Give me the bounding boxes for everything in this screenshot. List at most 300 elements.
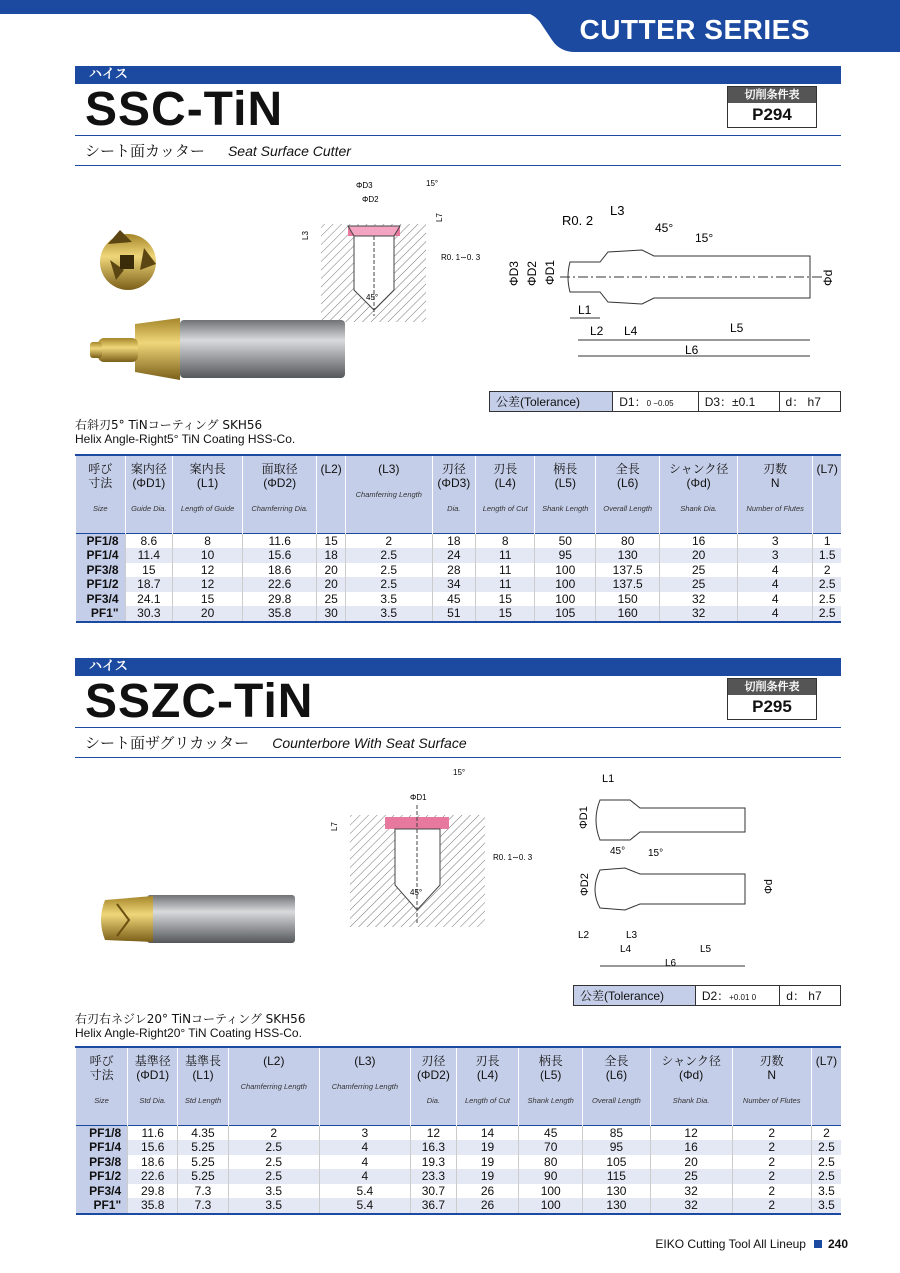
spec-sszc	[75, 1012, 305, 1040]
sszc-dimension-drawing	[570, 770, 780, 979]
table-cell: 2.5	[813, 577, 841, 592]
column-header	[228, 1047, 319, 1125]
table-cell: 25	[660, 577, 738, 592]
table-cell: 2.5	[228, 1155, 319, 1170]
table-cell: 24	[432, 548, 476, 563]
table-cell: 15	[317, 533, 346, 548]
table-cell: 2	[346, 533, 433, 548]
footer-text: EIKO Cutting Tool All Lineup	[655, 1237, 806, 1251]
table-cell: 3.5	[228, 1184, 319, 1199]
column-header-jp: 刃径 (ΦD3)	[437, 462, 471, 490]
sszc-section-diagram	[325, 765, 545, 934]
table-cell: 19	[456, 1155, 518, 1170]
column-header-jp: 面取径 (ΦD2)	[261, 462, 298, 490]
column-header-jp: 刃径 (ΦD2)	[416, 1054, 450, 1082]
d-label-d: Φd	[763, 879, 775, 894]
column-header	[476, 455, 535, 533]
angle15-label-c: 15°	[453, 768, 466, 777]
table-cell: 30	[317, 606, 346, 622]
table-cell: 11.4	[125, 548, 173, 563]
table-cell: 26	[456, 1198, 518, 1214]
tolerance-table-sszc	[573, 985, 841, 1006]
tolerance-label: 公差(Tolerance)	[574, 986, 696, 1006]
table-cell: 2	[732, 1198, 811, 1214]
table-cell: 35.8	[243, 606, 317, 622]
title-row	[75, 84, 841, 136]
table-cell: 12	[650, 1125, 732, 1140]
column-header	[811, 1047, 841, 1125]
table-cell: 2.5	[346, 563, 433, 578]
spec-en: Helix Angle-Right20° TiN Coating HSS-Co.	[75, 1026, 302, 1040]
l7-label: L7	[435, 213, 444, 222]
table-cell: 35.8	[128, 1198, 178, 1214]
table-cell: 4	[319, 1169, 410, 1184]
column-header-en: Size	[92, 504, 108, 513]
table-cell: 32	[650, 1198, 732, 1214]
column-header-jp: 案内長 (L1)	[189, 462, 226, 490]
table-cell: 2	[811, 1125, 841, 1140]
product-title: SSZC-TiN	[85, 675, 314, 728]
table-cell: 32	[660, 606, 738, 622]
column-header-en: Shank Length	[542, 504, 589, 513]
d2-label: ΦD2	[362, 195, 379, 204]
table-cell: 15	[125, 563, 173, 578]
column-header-en: Guide Dia.	[131, 504, 167, 513]
l3-label-b: L3	[610, 203, 625, 218]
d1-label-c: ΦD1	[410, 793, 427, 802]
product-section-ssc	[75, 66, 841, 166]
column-header-jp: (L3)	[378, 462, 400, 476]
page-footer	[655, 1237, 848, 1251]
column-header	[535, 455, 596, 533]
column-header-en: Shank Length	[527, 1096, 574, 1105]
table-row	[76, 1155, 842, 1170]
table-cell: 32	[650, 1184, 732, 1199]
sszc-size-table	[75, 1046, 841, 1215]
size-cell: PF3/8	[76, 563, 126, 578]
table-cell: 90	[519, 1169, 583, 1184]
table-cell: 22.6	[128, 1169, 178, 1184]
column-header-jp: 刃数 N	[759, 1054, 784, 1082]
angle45-label-c: 45°	[410, 888, 423, 897]
column-header-en: Dia.	[426, 1096, 441, 1105]
table-cell: 3.5	[811, 1198, 841, 1214]
column-header-jp: 基準径 (ΦD1)	[134, 1054, 171, 1082]
table-row	[76, 1198, 842, 1214]
column-header	[583, 1047, 650, 1125]
column-header	[738, 455, 813, 533]
table-cell: 34	[432, 577, 476, 592]
column-header	[128, 1047, 178, 1125]
column-header	[519, 1047, 583, 1125]
table-cell: 2	[732, 1125, 811, 1140]
sszc-cutter-photo	[95, 890, 300, 954]
d1-label-d: ΦD1	[578, 806, 590, 829]
table-cell: 7.3	[178, 1184, 228, 1199]
column-header	[346, 455, 433, 533]
column-header-en: Chamferring Length	[240, 1082, 307, 1091]
table-cell: 3.5	[346, 606, 433, 622]
size-cell: PF3/8	[76, 1155, 128, 1170]
column-header	[410, 1047, 456, 1125]
column-header-en: Length of Cut	[482, 504, 528, 513]
subtitle-en: Seat Surface Cutter	[227, 143, 351, 159]
category-bar: ハイス	[75, 66, 841, 84]
table-row	[76, 563, 842, 578]
table-row	[76, 1125, 842, 1140]
table-cell: 16	[650, 1140, 732, 1155]
d2-label-b: ΦD2	[525, 261, 539, 286]
category-bar: ハイス	[75, 658, 841, 676]
table-cell: 2.5	[346, 548, 433, 563]
table-cell: 105	[583, 1155, 650, 1170]
column-header	[813, 455, 841, 533]
table-cell: 45	[519, 1125, 583, 1140]
table-cell: 2	[732, 1155, 811, 1170]
column-header-en: Std Length	[184, 1096, 222, 1105]
table-cell: 5.25	[178, 1169, 228, 1184]
table-cell: 4	[319, 1140, 410, 1155]
column-header-en: Length of Cut	[464, 1096, 511, 1105]
table-cell: 115	[583, 1169, 650, 1184]
title-row	[75, 676, 841, 728]
table-cell: 11.6	[128, 1125, 178, 1140]
d3-label: ΦD3	[356, 181, 373, 190]
column-header-jp: (L2)	[263, 1054, 285, 1068]
column-header	[76, 455, 126, 533]
table-cell: 100	[535, 577, 596, 592]
tolerance-d: d： h7	[780, 986, 841, 1006]
table-cell: 12	[173, 563, 243, 578]
column-header-en: Number of Flutes	[742, 1096, 801, 1105]
table-cell: 19.3	[410, 1155, 456, 1170]
table-cell: 11	[476, 548, 535, 563]
spec-jp: 右刃右ネジレ20° TiNコーティング SKH56	[75, 1012, 306, 1026]
table-cell: 2.5	[811, 1155, 841, 1170]
ref-label: 切削条件表	[728, 87, 816, 103]
table-cell: 150	[596, 592, 660, 607]
column-header	[178, 1047, 228, 1125]
column-header-en: Dia.	[447, 504, 461, 513]
table-cell: 29.8	[128, 1184, 178, 1199]
product-title: SSC-TiN	[85, 83, 284, 136]
table-cell: 20	[173, 606, 243, 622]
size-cell: PF3/4	[76, 1184, 128, 1199]
l7-label-c: L7	[330, 822, 339, 831]
l2-label-b: L2	[590, 324, 604, 338]
l1-label-c: L1	[602, 773, 615, 785]
radius-label-c: R0. 1∼0. 3	[493, 853, 533, 862]
table-cell: 137.5	[596, 577, 660, 592]
column-header-en: Chamferring Dia.	[251, 504, 309, 513]
table-cell: 95	[583, 1140, 650, 1155]
table-cell: 2.5	[228, 1169, 319, 1184]
d2-label-d: ΦD2	[579, 873, 591, 896]
table-cell: 26	[456, 1184, 518, 1199]
table-cell: 11.6	[243, 533, 317, 548]
spec-ssc	[75, 418, 295, 446]
table-cell: 1.5	[813, 548, 841, 563]
table-cell: 160	[596, 606, 660, 622]
page-number: 240	[827, 1237, 848, 1251]
table-cell: 18	[317, 548, 346, 563]
ref-page: P294	[752, 105, 792, 124]
table-cell: 15	[476, 606, 535, 622]
l3-label-d: L3	[626, 930, 638, 941]
table-cell: 2.5	[346, 577, 433, 592]
column-header-jp: (L3)	[354, 1054, 376, 1068]
table-cell: 130	[596, 548, 660, 563]
angle15-label-b: 15°	[695, 231, 714, 245]
table-row	[76, 577, 842, 592]
table-cell: 7.3	[178, 1198, 228, 1214]
series-title: CUTTER SERIES	[579, 14, 810, 45]
angle45-label-d: 45°	[610, 846, 626, 857]
column-header-jp: シャンク径 (Φd)	[668, 462, 729, 490]
table-cell: 14	[456, 1125, 518, 1140]
ref-page: P295	[752, 697, 792, 716]
tolerance-d3: D3：±0.1	[698, 392, 779, 412]
column-header-jp: 全長 (L6)	[615, 462, 640, 490]
table-cell: 36.7	[410, 1198, 456, 1214]
radius-label: R0. 1∼0. 3	[441, 253, 481, 262]
size-cell: PF1/2	[76, 1169, 128, 1184]
table-row	[76, 533, 842, 548]
cutting-condition-ref[interactable]	[727, 678, 817, 720]
l6-label-b: L6	[685, 343, 699, 357]
table-cell: 25	[660, 563, 738, 578]
table-cell: 28	[432, 563, 476, 578]
table-cell: 16.3	[410, 1140, 456, 1155]
table-cell: 100	[519, 1184, 583, 1199]
column-header-jp: 柄長 (L5)	[553, 462, 578, 490]
angle45-label-b: 45°	[655, 221, 674, 235]
table-cell: 4	[738, 563, 813, 578]
table-cell: 3.5	[811, 1184, 841, 1199]
table-cell: 18.6	[243, 563, 317, 578]
table-cell: 2	[732, 1169, 811, 1184]
l1-label-b: L1	[578, 303, 592, 317]
table-row	[76, 592, 842, 607]
tolerance-table-ssc	[489, 391, 841, 412]
table-cell: 24.1	[125, 592, 173, 607]
table-cell: 15	[173, 592, 243, 607]
angle15-label-d: 15°	[648, 848, 664, 859]
series-banner	[0, 0, 900, 52]
table-cell: 130	[583, 1184, 650, 1199]
table-cell: 85	[583, 1125, 650, 1140]
subtitle-en: Counterbore With Seat Surface	[272, 735, 467, 751]
column-header-en: Length of Guide	[180, 504, 235, 513]
table-cell: 100	[519, 1198, 583, 1214]
table-cell: 20	[650, 1155, 732, 1170]
table-cell: 80	[596, 533, 660, 548]
angle45-label: 45°	[366, 293, 379, 302]
column-header	[243, 455, 317, 533]
size-cell: PF1"	[76, 606, 126, 622]
tolerance-label: 公差(Tolerance)	[490, 392, 613, 412]
table-cell: 1	[813, 533, 841, 548]
table-cell: 19	[456, 1140, 518, 1155]
table-cell: 18.6	[128, 1155, 178, 1170]
table-cell: 15.6	[243, 548, 317, 563]
column-header-en: Overall Length	[603, 504, 653, 513]
tolerance-d: d： h7	[779, 392, 840, 412]
column-header-en: Chamferring Length	[331, 1082, 399, 1091]
table-cell: 15	[476, 592, 535, 607]
table-cell: 11	[476, 563, 535, 578]
table-cell: 5.25	[178, 1155, 228, 1170]
angle15-label: 15°	[426, 179, 439, 188]
table-cell: 2	[813, 563, 841, 578]
table-cell: 25	[317, 592, 346, 607]
table-row	[76, 1140, 842, 1155]
table-cell: 8	[476, 533, 535, 548]
table-cell: 20	[660, 548, 738, 563]
table-cell: 12	[410, 1125, 456, 1140]
subtitle-jp: シート面ザグリカッター	[85, 734, 250, 752]
size-cell: PF3/4	[76, 592, 126, 607]
column-header	[732, 1047, 811, 1125]
column-header-jp: 柄長 (L5)	[538, 1054, 563, 1082]
table-cell: 3	[738, 533, 813, 548]
table-cell: 70	[519, 1140, 583, 1155]
table-cell: 2.5	[811, 1169, 841, 1184]
table-cell: 80	[519, 1155, 583, 1170]
ssc-section-diagram	[296, 176, 486, 330]
l6-label-d: L6	[665, 958, 677, 969]
table-cell: 15.6	[128, 1140, 178, 1155]
table-row	[76, 1169, 842, 1184]
column-header	[317, 455, 346, 533]
table-cell: 23.3	[410, 1169, 456, 1184]
table-cell: 30.7	[410, 1184, 456, 1199]
table-row	[76, 548, 842, 563]
subtitle-row	[75, 728, 841, 758]
ssc-size-table	[75, 454, 841, 623]
ssc-dimension-drawing	[490, 200, 840, 374]
table-cell: 19	[456, 1169, 518, 1184]
table-cell: 5.4	[319, 1184, 410, 1199]
column-header	[650, 1047, 732, 1125]
column-header-en: Size	[94, 1096, 109, 1105]
table-cell: 18	[432, 533, 476, 548]
table-cell: 137.5	[596, 563, 660, 578]
table-cell: 20	[317, 577, 346, 592]
table-cell: 8	[173, 533, 243, 548]
l5-label-d: L5	[700, 944, 712, 955]
column-header	[173, 455, 243, 533]
table-cell: 100	[535, 563, 596, 578]
size-cell: PF1/4	[76, 1140, 128, 1155]
r02-label: R0. 2	[562, 213, 594, 228]
table-cell: 5.25	[178, 1140, 228, 1155]
table-cell: 2	[732, 1140, 811, 1155]
table-cell: 29.8	[243, 592, 317, 607]
table-cell: 3.5	[228, 1198, 319, 1214]
column-header	[660, 455, 738, 533]
column-header-en: Overall Length	[592, 1096, 641, 1105]
product-section-sszc	[75, 658, 841, 758]
column-header-jp: 案内径 (ΦD1)	[130, 462, 167, 490]
column-header-jp: (L7)	[815, 1054, 838, 1068]
d3-label-b: ΦD3	[507, 261, 521, 286]
table-cell: 4	[738, 577, 813, 592]
size-cell: PF1"	[76, 1198, 128, 1214]
table-row	[76, 1184, 842, 1199]
column-header	[432, 455, 476, 533]
table-cell: 100	[535, 592, 596, 607]
table-cell: 130	[583, 1198, 650, 1214]
table-cell: 32	[660, 592, 738, 607]
table-cell: 22.6	[243, 577, 317, 592]
table-cell: 2.5	[813, 606, 841, 622]
column-header-jp: 呼び 寸法	[89, 1054, 114, 1082]
spec-jp: 右斜刃5° TiNコーティング SKH56	[75, 418, 263, 432]
column-header-jp: 全長 (L6)	[604, 1054, 629, 1082]
table-cell: 16	[660, 533, 738, 548]
l4-label-d: L4	[620, 944, 632, 955]
table-cell: 18.7	[125, 577, 173, 592]
table-cell: 51	[432, 606, 476, 622]
l4-label-b: L4	[624, 324, 638, 338]
column-header-jp: シャンク径 (Φd)	[661, 1054, 721, 1082]
d-label-b: Φd	[821, 269, 835, 286]
table-row	[76, 606, 842, 622]
subtitle-row	[75, 136, 841, 166]
column-header	[596, 455, 660, 533]
l2-label-d: L2	[578, 930, 590, 941]
table-cell: 2.5	[228, 1140, 319, 1155]
table-cell: 2	[732, 1184, 811, 1199]
column-header	[76, 1047, 128, 1125]
column-header-en: Number of Flutes	[746, 504, 804, 513]
column-header-jp: (L7)	[816, 462, 838, 476]
size-cell: PF1/2	[76, 577, 126, 592]
table-cell: 25	[650, 1169, 732, 1184]
size-cell: PF1/8	[76, 1125, 128, 1140]
column-header-jp: 刃数 N	[763, 462, 788, 490]
column-header-jp: 呼び 寸法	[88, 462, 113, 490]
cutting-condition-ref[interactable]	[727, 86, 817, 128]
table-cell: 12	[173, 577, 243, 592]
column-header-en: Std Dia.	[139, 1096, 167, 1105]
size-cell: PF1/4	[76, 548, 126, 563]
table-cell: 4.35	[178, 1125, 228, 1140]
size-cell: PF1/8	[76, 533, 126, 548]
table-cell: 2.5	[811, 1140, 841, 1155]
d1-label-b: ΦD1	[543, 260, 557, 285]
table-cell: 8.6	[125, 533, 173, 548]
table-cell: 3	[738, 548, 813, 563]
table-cell: 4	[319, 1155, 410, 1170]
column-header-en: Chamferring Length	[355, 490, 422, 499]
column-header-jp: 刃長 (L4)	[493, 462, 518, 490]
tolerance-d1: D1：0 −0.05	[613, 392, 698, 412]
table-cell: 4	[738, 606, 813, 622]
table-cell: 3.5	[346, 592, 433, 607]
table-cell: 105	[535, 606, 596, 622]
column-header	[319, 1047, 410, 1125]
spec-en: Helix Angle-Right5° TiN Coating HSS-Co.	[75, 432, 296, 446]
table-cell: 11	[476, 577, 535, 592]
table-cell: 5.4	[319, 1198, 410, 1214]
column-header-en: Shank Dia.	[672, 1096, 710, 1105]
column-header	[456, 1047, 518, 1125]
subtitle-jp: シート面カッター	[85, 142, 205, 160]
column-header-en: Shank Dia.	[680, 504, 717, 513]
table-cell: 30.3	[125, 606, 173, 622]
